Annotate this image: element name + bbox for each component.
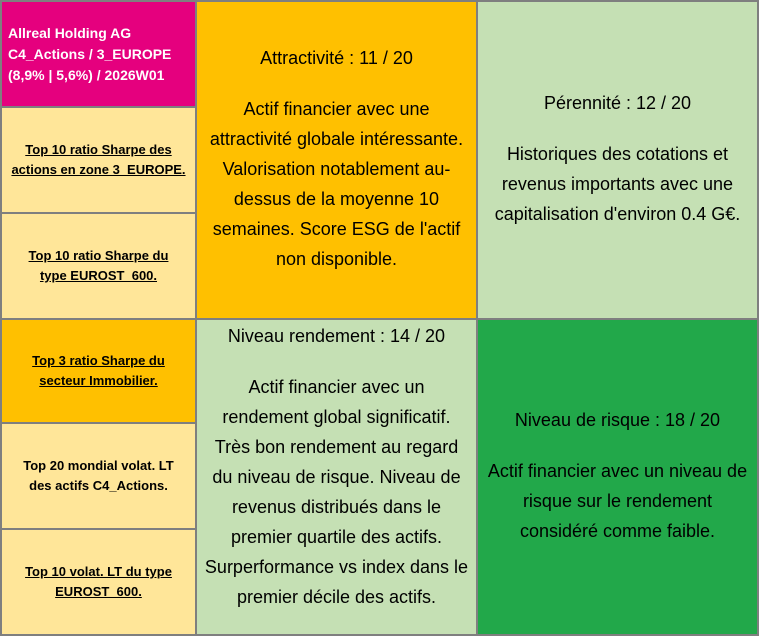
perennite-line: capitalisation d'environ 0.4 G€. [494, 204, 741, 224]
tag-volat-type [1, 529, 196, 635]
attractivite-line: Valorisation notablement au- [222, 159, 451, 179]
tag-line: type EUROST_600. [39, 268, 158, 283]
rendement-line: Très bon rendement au regard [214, 437, 459, 457]
tag-line: secteur Immobilier. [39, 373, 158, 388]
tag-line: des actifs C4_Actions. [29, 478, 168, 493]
attractivite-line: non disponible. [275, 249, 398, 269]
risque-panel [477, 319, 758, 635]
tag-line: Top 20 mondial volat. LT [23, 458, 174, 473]
rendement-line: rendement global significatif. [222, 407, 451, 427]
perennite-line: Historiques des cotations et [506, 144, 729, 164]
rendement-line: premier quartile des actifs. [230, 527, 443, 547]
risque-line: risque sur le rendement [522, 491, 713, 511]
tag-line: actions en zone 3_EUROPE. [11, 162, 186, 177]
rendement-line: Surperformance vs index dans le [204, 557, 469, 577]
perennite-title: Pérennité : 12 / 20 [543, 93, 692, 113]
attractivite-line: Actif financier avec une [243, 99, 430, 119]
tag-line: Top 3 ratio Sharpe du [32, 353, 165, 368]
tag-sharpe-zone [1, 107, 196, 213]
perennite-line: revenus importants avec une [501, 174, 734, 194]
rendement-line: premier décile des actifs. [236, 587, 437, 607]
rendement-panel [196, 319, 477, 635]
attractivite-line: attractivité globale intéressante. [209, 129, 464, 149]
risque-line: considéré comme faible. [519, 521, 716, 541]
rendement-line: revenus distribués dans le [231, 497, 442, 517]
rendement-line: du niveau de risque. Niveau de [212, 467, 461, 487]
perennite-panel [477, 1, 758, 319]
tag-sharpe-type [1, 213, 196, 319]
tag-line: Top 10 ratio Sharpe des [25, 142, 172, 157]
asset-name: Allreal Holding AG [8, 24, 132, 41]
tag-line: EUROST_600. [55, 584, 142, 599]
tag-volat-world [1, 423, 196, 529]
risque-title: Niveau de risque : 18 / 20 [514, 410, 721, 430]
attractivite-line: semaines. Score ESG de l'actif [212, 219, 461, 239]
rendement-title: Niveau rendement : 14 / 20 [227, 326, 446, 346]
attractivite-title: Attractivité : 11 / 20 [260, 48, 413, 68]
asset-metrics: (8,9% | 5,6%) / 2026W01 [8, 66, 165, 83]
attractivite-line: dessus de la moyenne 10 [233, 189, 440, 209]
rendement-line: Actif financier avec un [248, 377, 425, 397]
tag-sharpe-sector [1, 319, 196, 423]
asset-category: C4_Actions / 3_EUROPE [8, 45, 172, 62]
risque-line: Actif financier avec un niveau de [487, 461, 748, 481]
asset-header [1, 1, 196, 107]
tag-line: Top 10 volat. LT du type [25, 564, 172, 579]
attractivite-panel [196, 1, 477, 319]
tag-line: Top 10 ratio Sharpe du [28, 248, 169, 263]
